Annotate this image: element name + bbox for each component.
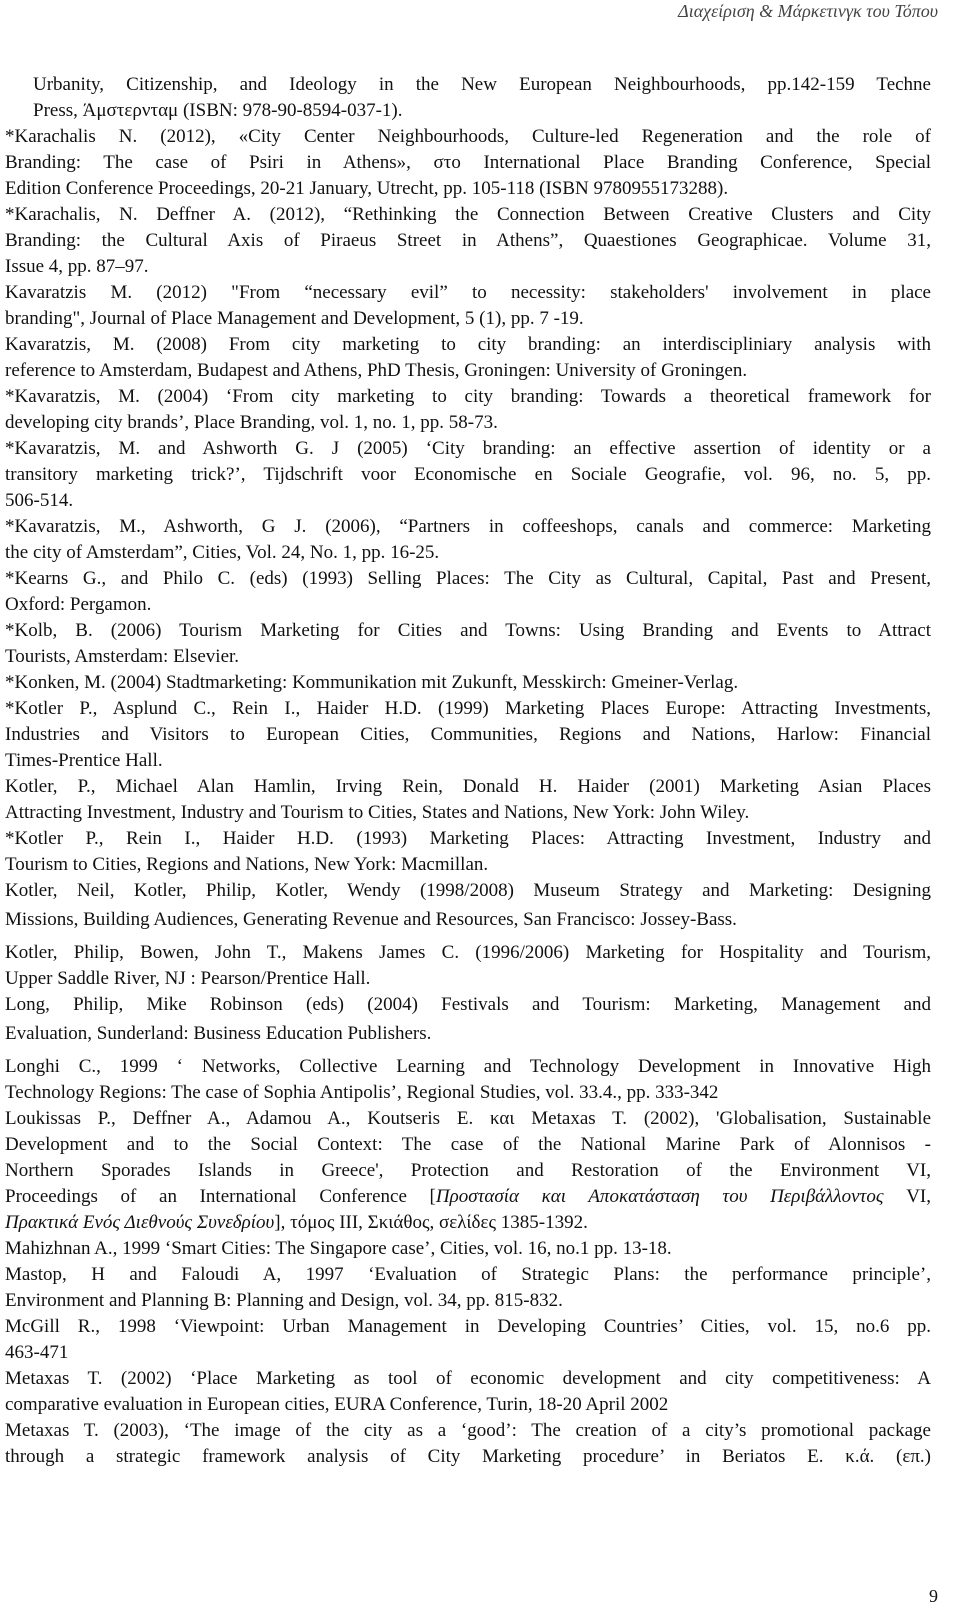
reference-line: *Kavaratzis, M., Ashworth, G J. (2006), “Partners in coffeeshops, canals and commerce: Marketing <box>5 516 931 537</box>
reference-line: through a strategic framework analysis of City Marketing procedure’ in Beriatos Ε. κ.ά. (επ.) <box>5 1446 931 1467</box>
reference-entry <box>5 202 931 280</box>
reference-entry <box>5 1366 931 1418</box>
reference-line: Branding: the Cultural Axis of Piraeus Street in Athens”, Quaestiones Geographicae. Volume 31, <box>5 230 931 251</box>
reference-line: Industries and Visitors to European Cities, Communities, Regions and Nations, Harlow: Financial <box>5 724 931 745</box>
reference-line: Press, Άμστερνταμ (ISBN: 978-90-8594-037-1). <box>33 100 403 121</box>
reference-line: branding", Journal of Place Management and Development, 5 (1), pp. 7 -19. <box>5 308 584 329</box>
reference-line: Tourists, Amsterdam: Elsevier. <box>5 646 240 667</box>
reference-line: Kotler, Neil, Kotler, Philip, Kotler, Wendy (1998/2008) Museum Strategy and Marketing: Designing <box>5 880 931 901</box>
reference-line: Edition Conference Proceedings, 20-21 January, Utrecht, pp. 105-118 (ISBN 9780955173288). <box>5 178 729 199</box>
reference-line: Kavaratzis M. (2012) "From “necessary evil” to necessity: stakeholders' involvement in place <box>5 282 931 303</box>
reference-list <box>5 72 931 1470</box>
reference-line: comparative evaluation in European cities, EURA Conference, Turin, 18-20 April 2002 <box>5 1394 669 1415</box>
reference-line: Oxford: Pergamon. <box>5 594 152 615</box>
reference-line: Times-Prentice Hall. <box>5 750 163 771</box>
reference-line: Environment and Planning B: Planning and Design, vol. 34, pp. 815-832. <box>5 1290 563 1311</box>
reference-line: *Kavaratzis, M. and Ashworth G. J (2005) ‘City branding: an effective assertion of identity or a <box>5 438 931 459</box>
reference-line: *Kotler P., Asplund C., Rein I., Haider H.D. (1999) Marketing Places Europe: Attracting Investments, <box>5 698 931 719</box>
reference-line: *Konken, M. (2004) Stadtmarketing: Kommunikation mit Zukunft, Messkirch: Gmeiner-Verlag. <box>5 672 739 693</box>
reference-line: Branding: The case of Psiri in Athens», στο International Place Branding Conference, Special <box>5 152 931 173</box>
reference-line: *Kearns G., and Philo C. (eds) (1993) Selling Places: The City as Cultural, Capital, Past and Present, <box>5 568 931 589</box>
reference-line-italic: Πρακτικά Ενός Διεθνούς Συνεδρίου <box>5 1212 275 1233</box>
reference-line: Upper Saddle River, NJ : Pearson/Prentice Hall. <box>5 968 371 989</box>
reference-line: Urbanity, Citizenship, and Ideology in the New European Neighbourhoods, pp.142-159 Techne <box>33 74 931 95</box>
reference-entry <box>5 878 931 936</box>
reference-line: reference to Amsterdam, Budapest and Athens, PhD Thesis, Groningen: University of Groningen. <box>5 360 748 381</box>
reference-line <box>5 1184 931 1210</box>
reference-line-text: Proceedings of an International Conference [ <box>5 1186 436 1207</box>
reference-entry <box>5 940 931 992</box>
reference-line <box>5 1210 931 1236</box>
reference-line: Mahizhnan A., 1999 ‘Smart Cities: The Singapore case’, Cities, vol. 16, no.1 pp. 13-18. <box>5 1238 672 1259</box>
reference-line-text: VI, <box>883 1186 931 1207</box>
reference-entry <box>5 618 931 670</box>
reference-line: *Kolb, B. (2006) Tourism Marketing for Cities and Towns: Using Branding and Events to Attract <box>5 620 931 641</box>
reference-line: Long, Philip, Mike Robinson (eds) (2004) Festivals and Tourism: Marketing, Management and <box>5 994 931 1015</box>
reference-line: Loukissas P., Deffner A., Adamou A., Koutseris E. και Metaxas T. (2002), 'Globalisation, Sustainable <box>5 1108 931 1129</box>
reference-line: Attracting Investment, Industry and Tourism to Cities, States and Nations, New York: John Wiley. <box>5 802 750 823</box>
reference-line: Tourism to Cities, Regions and Nations, New York: Macmillan. <box>5 854 489 875</box>
reference-line: Kotler, P., Michael Alan Hamlin, Irving Rein, Donald H. Haider (2001) Marketing Asian Places <box>5 776 931 797</box>
reference-entry <box>5 1262 931 1314</box>
reference-line: Kavaratzis, M. (2008) From city marketing to city branding: an interdiscipliniary analysis with <box>5 334 931 355</box>
reference-line: Missions, Building Audiences, Generating Revenue and Resources, San Francisco: Jossey-Bass. <box>5 909 737 930</box>
reference-line: Mastop, H and Faloudi A, 1997 ‘Evaluation of Strategic Plans: the performance principle’, <box>5 1264 931 1285</box>
running-header: Διαχείριση & Μάρκετινγκ του Τόπου <box>678 1 938 21</box>
reference-entry <box>5 670 931 696</box>
page-number: 9 <box>929 1586 938 1606</box>
reference-line: *Karachalis, N. Deffner A. (2012), “Rethinking the Connection Between Creative Clusters and City <box>5 204 931 225</box>
reference-line: Kotler, Philip, Bowen, John T., Makens James C. (1996/2006) Marketing for Hospitality and Tourism, <box>5 942 931 963</box>
reference-line: Metaxas T. (2002) ‘Place Marketing as tool of economic development and city competitiveness: A <box>5 1368 931 1389</box>
reference-entry <box>5 72 931 124</box>
reference-line: Issue 4, pp. 87–97. <box>5 256 149 277</box>
reference-line-text: ], τόμος ΙΙΙ, Σκιάθος, σελίδες 1385-1392. <box>274 1212 588 1233</box>
reference-line: Evaluation, Sunderland: Business Education Publishers. <box>5 1023 432 1044</box>
reference-entry <box>5 332 931 384</box>
reference-line: transitory marketing trick?’, Tijdschrift voor Economische en Sociale Geografie, vol. 96, no. 5, pp. <box>5 464 931 485</box>
reference-entry <box>5 826 931 878</box>
reference-line: Development and to the Social Context: The case of the National Marine Park of Alonnisos - <box>5 1134 931 1155</box>
reference-entry <box>5 280 931 332</box>
reference-line: Metaxas T. (2003), ‘The image of the city as a ‘good’: The creation of a city’s promotional package <box>5 1420 931 1441</box>
reference-entry <box>5 566 931 618</box>
reference-entry <box>5 1314 931 1366</box>
reference-entry <box>5 1236 931 1262</box>
reference-entry <box>5 696 931 774</box>
reference-entry <box>5 384 931 436</box>
reference-entry <box>5 436 931 514</box>
reference-line: 506-514. <box>5 490 74 511</box>
reference-line: *Kotler P., Rein I., Haider H.D. (1993) Marketing Places: Attracting Investment, Industry and <box>5 828 931 849</box>
reference-entry <box>5 1054 931 1106</box>
reference-entry <box>5 992 931 1050</box>
reference-line: 463-471 <box>5 1342 69 1363</box>
reference-entry <box>5 514 931 566</box>
reference-line: Longhi C., 1999 ‘ Networks, Collective Learning and Technology Development in Innovative High <box>5 1056 931 1077</box>
reference-line: *Kavaratzis, M. (2004) ‘From city marketing to city branding: Towards a theoretical framework for <box>5 386 931 407</box>
reference-line: *Karachalis N. (2012), «City Center Neighbourhoods, Culture-led Regeneration and the role of <box>5 126 931 147</box>
reference-line: the city of Amsterdam”, Cities, Vol. 24, No. 1, pp. 16-25. <box>5 542 440 563</box>
reference-line: developing city brands’, Place Branding, vol. 1, no. 1, pp. 58-73. <box>5 412 498 433</box>
reference-entry <box>5 124 931 202</box>
reference-entry <box>5 1106 931 1236</box>
reference-line: Northern Sporades Islands in Greece', Protection and Restoration of the Environment VI, <box>5 1160 931 1181</box>
reference-line-italic: Προστασία και Αποκατάσταση του Περιβάλλοντος <box>435 1186 884 1207</box>
reference-entry <box>5 774 931 826</box>
reference-entry <box>5 1418 931 1470</box>
reference-line: McGill R., 1998 ‘Viewpoint: Urban Management in Developing Countries’ Cities, vol. 15, no.6 pp. <box>5 1316 931 1337</box>
reference-line: Technology Regions: The case of Sophia Antipolis’, Regional Studies, vol. 33.4., pp. 333-342 <box>5 1082 719 1103</box>
